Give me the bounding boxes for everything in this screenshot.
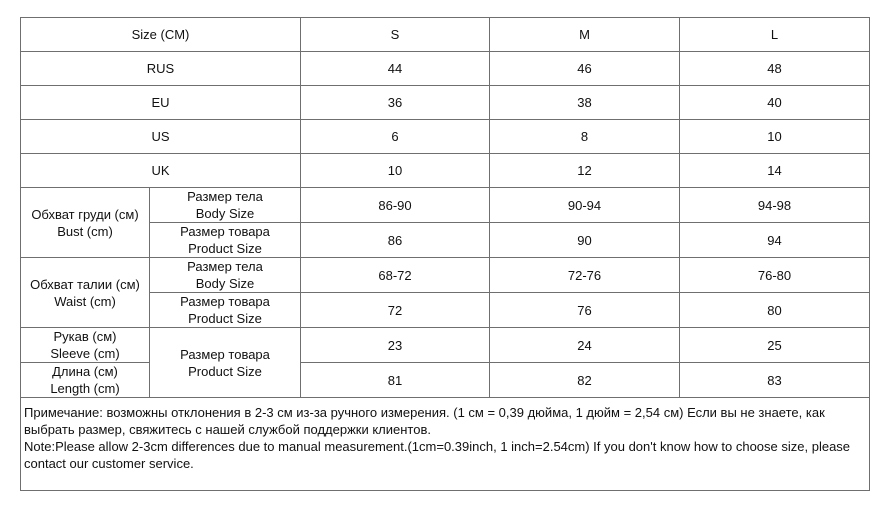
waist-body-m: 72-76 [490, 258, 680, 293]
waist-product-s: 72 [301, 293, 490, 328]
us-l: 10 [680, 120, 870, 154]
length-l: 83 [680, 363, 870, 398]
size-s-header: S [301, 18, 490, 52]
uk-label: UK [21, 154, 301, 188]
us-m: 8 [490, 120, 680, 154]
uk-row [21, 154, 870, 188]
length-row [21, 363, 870, 398]
note-row [21, 398, 870, 491]
size-m-header: M [490, 18, 680, 52]
size-l-header: L [680, 18, 870, 52]
waist-label: Обхват талии (см) Waist (cm) [21, 258, 150, 328]
bust-body-l: 94-98 [680, 188, 870, 223]
bust-product-l: 94 [680, 223, 870, 258]
us-s: 6 [301, 120, 490, 154]
bust-body-label: Размер тела Body Size [150, 188, 301, 223]
uk-l: 14 [680, 154, 870, 188]
sleeve-row [21, 328, 870, 363]
waist-body-label: Размер тела Body Size [150, 258, 301, 293]
sleeve-label: Рукав (см) Sleeve (cm) [21, 328, 150, 363]
size-chart-table [20, 17, 870, 491]
note-english: Note:Please allow 2-3cm differences due to manual measurement.(1cm=0.39inch, 1 inch=2.54cm) If you don't know how to choose size, please contact our customer service. [24, 439, 851, 471]
note-cell [21, 398, 870, 491]
length-label: Длина (см) Length (cm) [21, 363, 150, 398]
sleeve-length-measure-label: Размер товара Product Size [150, 328, 301, 398]
uk-m: 12 [490, 154, 680, 188]
waist-product-m: 76 [490, 293, 680, 328]
eu-s: 36 [301, 86, 490, 120]
waist-body-l: 76-80 [680, 258, 870, 293]
rus-row [21, 52, 870, 86]
eu-l: 40 [680, 86, 870, 120]
sleeve-l: 25 [680, 328, 870, 363]
waist-product-l: 80 [680, 293, 870, 328]
note-russian: Примечание: возможны отклонения в 2-3 см из-за ручного измерения. (1 см = 0,39 дюйма, 1 дюйм = 2,54 см) Если вы не знаете, как выбрать размер, свяжитесь с нашей службой поддержки клиентов. [24, 405, 825, 437]
uk-s: 10 [301, 154, 490, 188]
waist-body-s: 68-72 [301, 258, 490, 293]
sleeve-m: 24 [490, 328, 680, 363]
rus-l: 48 [680, 52, 870, 86]
bust-product-m: 90 [490, 223, 680, 258]
length-m: 82 [490, 363, 680, 398]
us-row [21, 120, 870, 154]
bust-body-m: 90-94 [490, 188, 680, 223]
rus-label: RUS [21, 52, 301, 86]
bust-label: Обхват груди (см) Bust (cm) [21, 188, 150, 258]
eu-label: EU [21, 86, 301, 120]
length-s: 81 [301, 363, 490, 398]
size-column-header: Size (CM) [21, 18, 301, 52]
header-row [21, 18, 870, 52]
waist-body-row [21, 258, 870, 293]
bust-body-row [21, 188, 870, 223]
eu-row [21, 86, 870, 120]
eu-m: 38 [490, 86, 680, 120]
bust-product-s: 86 [301, 223, 490, 258]
bust-body-s: 86-90 [301, 188, 490, 223]
rus-m: 46 [490, 52, 680, 86]
rus-s: 44 [301, 52, 490, 86]
sleeve-s: 23 [301, 328, 490, 363]
waist-product-label: Размер товара Product Size [150, 293, 301, 328]
us-label: US [21, 120, 301, 154]
bust-product-label: Размер товара Product Size [150, 223, 301, 258]
